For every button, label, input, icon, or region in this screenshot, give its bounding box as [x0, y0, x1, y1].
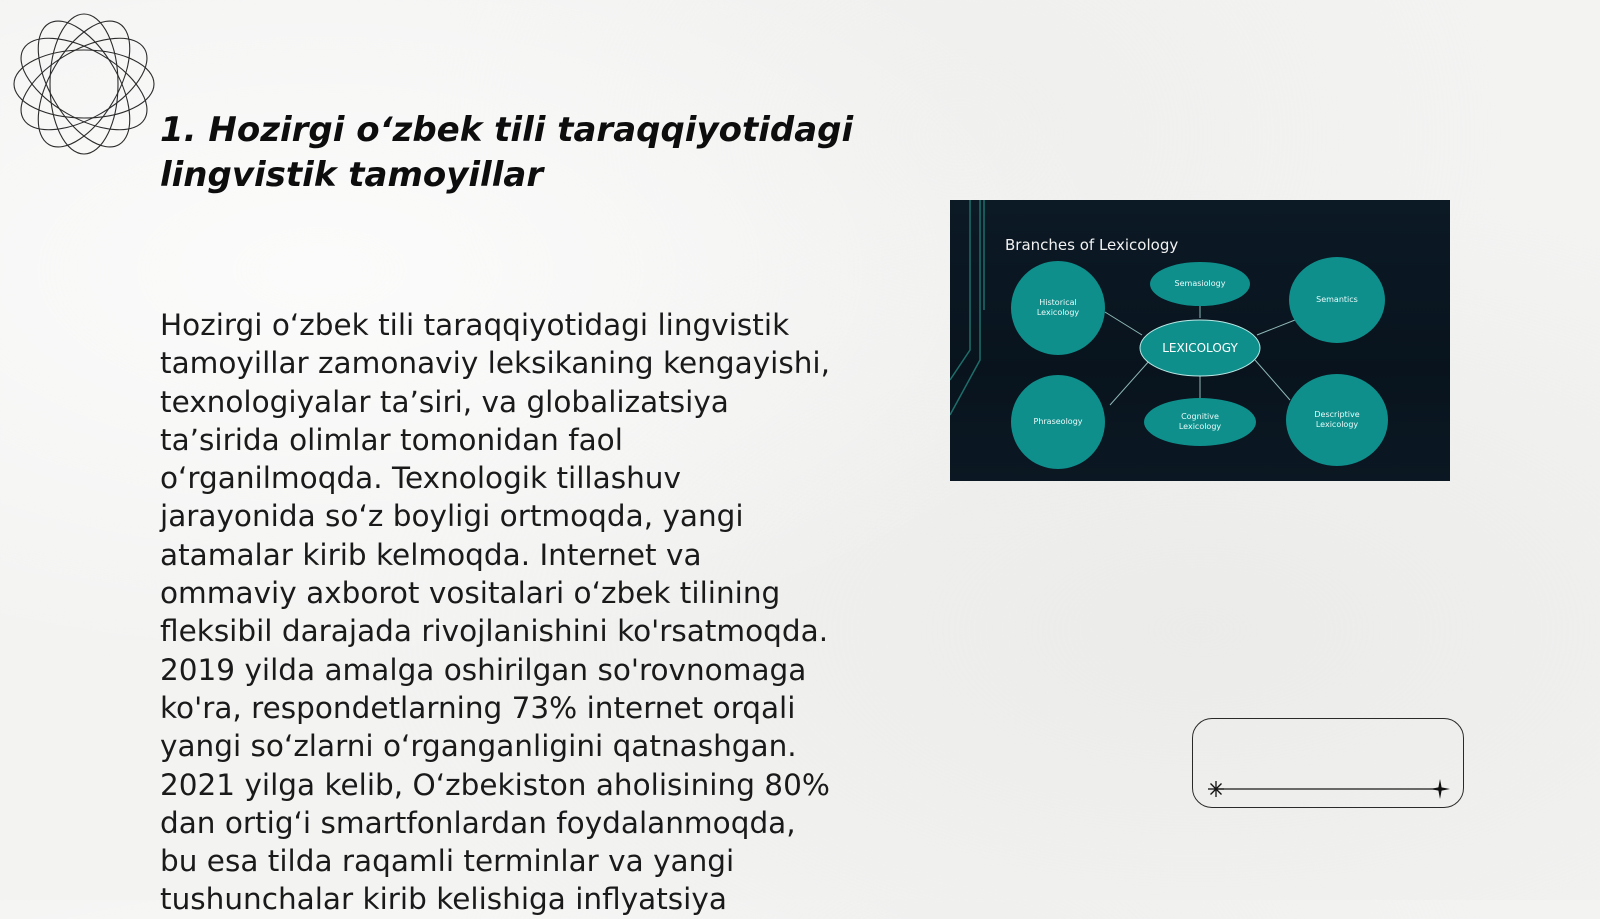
body-line: Hozirgi o‘zbek tili taraqqiyotidagi lingvistik [160, 308, 790, 342]
body-line: texnologiyalar ta’siri, va globalizatsiya [160, 384, 729, 419]
decorative-line [1208, 779, 1458, 799]
four-point-star-icon [1430, 779, 1450, 799]
body-line: fleksibil darajada rivojlanishini ko'rsatmoqda. [160, 614, 829, 649]
body-line: dan ortig‘i smartfonlardan foydalanmoqda, [160, 805, 796, 840]
body-line: yangi so‘zlarni o‘rganganligini qatnashgan. [160, 729, 797, 764]
node-label-center: LEXICOLOGY [1162, 341, 1238, 355]
orbit-rings-icon [10, 10, 158, 158]
sparkle-icon [1208, 781, 1224, 797]
node-label-descriptive: Descriptive Lexicology [1314, 410, 1360, 429]
body-line: ko'ra, respondetlarning 73% internet orqali [160, 690, 796, 725]
body-line: bu esa tilda raqamli terminlar va yangi [160, 844, 735, 879]
node-label-semantics: Semantics [1316, 295, 1358, 304]
body-line: ommaviy axborot vositalari o‘zbek tilining [160, 576, 781, 611]
node-label-semasiology: Semasiology [1174, 279, 1226, 288]
slide-title [160, 108, 860, 198]
node-label-cognitive: Cognitive Lexicology [1178, 412, 1222, 431]
body-line: tushunchalar kirib kelishiga inflyatsiya [160, 882, 727, 917]
slide-title-line: 1. Hozirgi o‘zbek tili taraqqiyotidagi [160, 110, 854, 150]
body-line: atamalar kirib kelmoqda. Internet va [160, 537, 702, 572]
body-line: jarayonida so‘z boyligi ortmoqda, yangi [160, 499, 744, 534]
node-label-historical: Historical Lexicology [1036, 298, 1080, 317]
circuit-lines [950, 200, 984, 415]
node-label-phraseology: Phraseology [1033, 417, 1083, 426]
lexicology-diagram [950, 200, 1450, 481]
body-line: 2019 yilda amalga oshirilgan so'rovnomaga [160, 652, 807, 687]
body-line: 2021 yilga kelib, O‘zbekiston aholisining 80% [160, 767, 830, 802]
body-paragraph [160, 306, 850, 919]
body-line: o‘rganilmoqda. Texnologik tillashuv [160, 461, 681, 496]
body-line: tamoyillar zamonaviy leksikaning kengayishi, [160, 346, 830, 381]
diagram-title: Branches of Lexicology [1005, 236, 1179, 254]
body-line: ta’sirida olimlar tomonidan faol [160, 422, 623, 457]
slide-title-line: lingvistik tamoyillar [160, 155, 544, 195]
